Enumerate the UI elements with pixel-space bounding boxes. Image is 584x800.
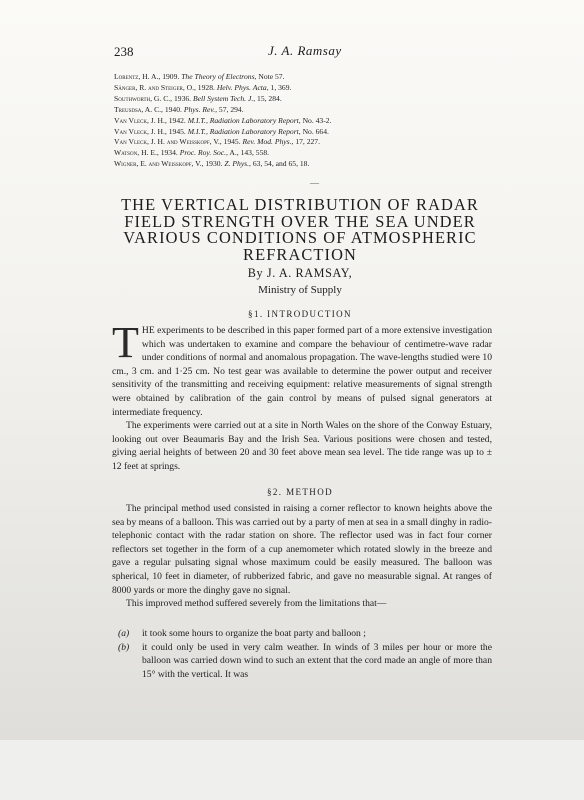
reference-item: Southworth, G. C., 1936. Bell System Tech. J., 15, 284. bbox=[114, 93, 282, 103]
limitations-list bbox=[112, 627, 492, 681]
separator-mark: — bbox=[310, 178, 319, 188]
reference-item: Sänger, R. and Steiger, O., 1928. Helv. Phys. Acta, 1, 369. bbox=[114, 82, 292, 92]
reference-item: Van Vleck, J. H., 1942. M.I.T., Radiation Laboratory Report, No. 43-2. bbox=[114, 115, 332, 125]
scan-margin bbox=[0, 740, 584, 800]
list-item: (b) it could only be used in very calm weather. In winds of 3 miles per hour or more the balloon was carried down wind to such an extent that the cord made an angle of more than 15° with the vertical. It was bbox=[118, 641, 492, 680]
article-title: THE VERTICAL DISTRIBUTION OF RADAR FIELD STRENGTH OVER THE SEA UNDER VARIOUS CONDITIONS OF ATMOSPHERIC REFRACTION bbox=[121, 195, 479, 264]
method-paragraph: This improved method suffered severely from the limitations that— bbox=[126, 598, 387, 610]
introduction-paragraph: The experiments were carried out at a site in North Wales on the shore of the Conway Estuary, looking out over Beaumaris Bay and the Irish Sea. Various positions were chosen and tested, giving aerial heights of between 20 and 30 feet above mean sea level. The tide range was up to ± 12 feet at springs. bbox=[112, 420, 492, 472]
reference-item: Wigner, E. and Weisskopf, V., 1930. Z. Phys., 63, 54, and 65, 18. bbox=[114, 159, 310, 169]
section-heading-introduction: §1. INTRODUCTION bbox=[248, 309, 352, 319]
method-body bbox=[112, 502, 492, 611]
introduction-paragraph: THE experiments to be described in this paper formed part of a more extensive investigation which was undertaken to examine and compare the behaviour of centimetre-wave radar under conditions of normal and anomalous propagation. The wave-lengths studied were 10 cm., 3 cm. and 1·25 cm. No test gear was available to determine the power output and receiver sensitivity of the transmitting and receiving equipment: relative measurements of signal strength were obtained by calibration of the gain control by means of pulsed signal generators at intermediate frequency. bbox=[112, 318, 492, 418]
method-paragraph: The principal method used consisted in raising a corner reflector to known heights above the sea by means of a balloon. This was carried out by a party of men at sea in a small dinghy in radio-telephonic contact with the radar station on shore. The reflector used was in fact four corner reflectors set together in the form of a cup anemometer which rotated slowly in the breeze and gave a regular pulsating signal whose maximum could be easily measured. The balloon was spherical, 10 feet in diameter, of rubberized fabric, and gave no measurable signal. At ranges of 8000 yards or more the dinghy gave no signal. bbox=[112, 503, 493, 596]
section-heading-method: §2. METHOD bbox=[267, 487, 333, 497]
reference-item: Van Vleck, J. H. and Weisskopf, V., 1945. Rev. Mod. Phys., 17, 227. bbox=[114, 137, 320, 147]
reference-item: Watson, H. E., 1934. Proc. Roy. Soc., A., 143, 558. bbox=[114, 148, 270, 158]
introduction-body bbox=[112, 318, 492, 474]
reference-list bbox=[114, 72, 534, 170]
drop-cap: T bbox=[112, 318, 139, 367]
reference-item: Lorentz, H. A., 1909. The Theory of Electrons, Note 57. bbox=[114, 72, 285, 81]
list-item: (a) it took some hours to organize the boat party and balloon ; bbox=[118, 628, 366, 639]
author-affiliation: Ministry of Supply bbox=[258, 284, 342, 296]
article-author: By J. A. RAMSAY, bbox=[247, 266, 353, 280]
page-number: 238 bbox=[114, 44, 134, 59]
running-title: J. A. Ramsay bbox=[268, 43, 342, 58]
reference-item: Treusdsa, A. C., 1940. Phys. Rev., 57, 294. bbox=[114, 104, 244, 114]
reference-item: Van Vleck, J. H., 1945. M.I.T., Radiation Laboratory Report, No. 664. bbox=[114, 126, 329, 136]
